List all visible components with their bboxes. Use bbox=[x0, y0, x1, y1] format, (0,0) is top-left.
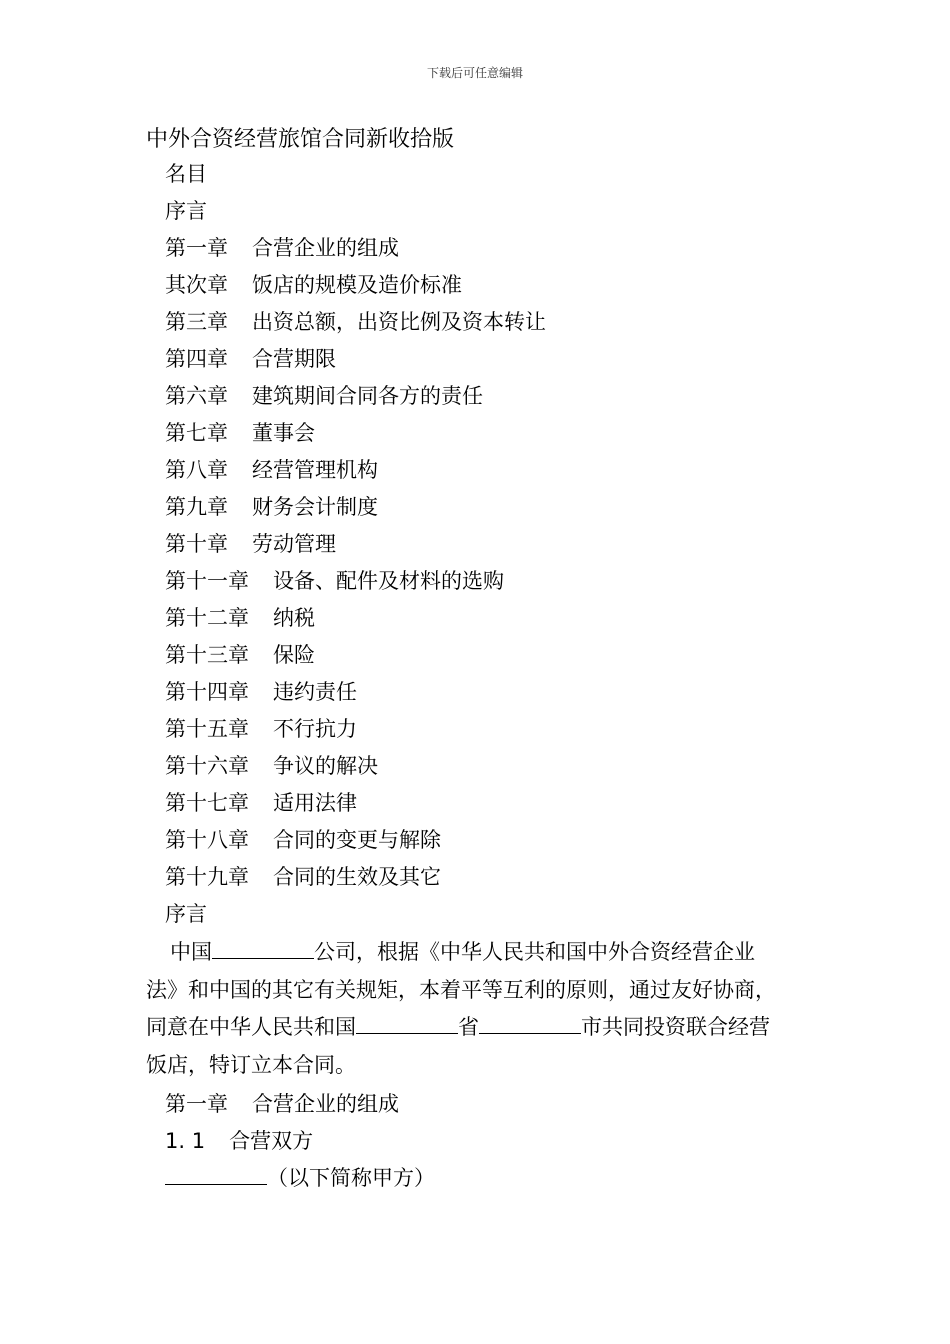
toc-item-number: 序言 bbox=[165, 199, 207, 223]
toc-item bbox=[165, 641, 315, 669]
toc-item bbox=[165, 530, 336, 558]
document-title: 中外合资经营旅馆合同新收拾版 bbox=[146, 127, 455, 152]
toc-item-number: 第十九章 bbox=[165, 865, 249, 889]
preface-text: 中国 bbox=[170, 940, 212, 964]
toc-item bbox=[165, 493, 378, 521]
preface-text: 市共同投资联合经营 bbox=[581, 1015, 770, 1039]
preface-line bbox=[146, 934, 816, 972]
toc-item bbox=[165, 234, 399, 262]
toc-item-title: 合同的生效及其它 bbox=[273, 865, 441, 889]
section-heading bbox=[165, 1127, 313, 1155]
toc-item-title: 违约责任 bbox=[273, 680, 357, 704]
toc-item-number: 第八章 bbox=[165, 458, 228, 482]
toc-item-number: 第四章 bbox=[165, 347, 228, 371]
toc-item bbox=[165, 752, 378, 780]
chapter-title: 合营企业的组成 bbox=[252, 1092, 399, 1116]
preface-line: 法》和中国的其它有关规矩，本着平等互利的原则，通过友好协商， bbox=[146, 977, 776, 1002]
toc-item-number: 第三章 bbox=[165, 310, 228, 334]
toc-item-number: 第九章 bbox=[165, 495, 228, 519]
toc-item-number: 第十八章 bbox=[165, 828, 249, 852]
toc-item bbox=[165, 826, 441, 854]
toc-item-number: 第十四章 bbox=[165, 680, 249, 704]
blank-field bbox=[356, 1013, 458, 1034]
preface-text: 公司，根据《中华人民共和国中外合资经营企业 bbox=[314, 940, 755, 964]
toc-item-number: 第十五章 bbox=[165, 717, 249, 741]
chapter-heading bbox=[165, 1090, 399, 1118]
toc-item bbox=[165, 345, 336, 373]
toc-item-number: 第六章 bbox=[165, 384, 228, 408]
blank-field bbox=[212, 938, 314, 959]
toc-item-number: 第一章 bbox=[165, 236, 228, 260]
section-title: 合营双方 bbox=[229, 1129, 314, 1153]
toc-item bbox=[165, 715, 357, 743]
toc-item bbox=[165, 308, 546, 336]
toc-item-title: 合营企业的组成 bbox=[252, 236, 399, 260]
toc-item-title: 适用法律 bbox=[273, 791, 357, 815]
toc-item-number: 第十章 bbox=[165, 532, 228, 556]
toc-item bbox=[165, 863, 441, 891]
blank-field bbox=[165, 1164, 267, 1185]
toc-item bbox=[165, 197, 207, 225]
toc-label: 名目 bbox=[165, 162, 207, 186]
preface-text: 省 bbox=[458, 1015, 479, 1039]
toc-item-number: 第十一章 bbox=[165, 569, 249, 593]
chapter-number: 第一章 bbox=[165, 1092, 228, 1116]
header-note: 下载后可任意编辑 bbox=[426, 66, 523, 80]
party-a-line bbox=[165, 1164, 435, 1192]
toc-item-title: 劳动管理 bbox=[252, 532, 336, 556]
toc-item bbox=[165, 789, 357, 817]
toc-item bbox=[165, 567, 504, 595]
toc-item-title: 设备、配件及材料的选购 bbox=[273, 569, 504, 593]
toc-item-title: 合同的变更与解除 bbox=[273, 828, 441, 852]
toc-item-title: 经营管理机构 bbox=[252, 458, 378, 482]
toc-item bbox=[165, 604, 315, 632]
toc-item-title: 建筑期间合同各方的责任 bbox=[252, 384, 483, 408]
blank-field bbox=[479, 1013, 581, 1034]
toc-item bbox=[165, 271, 462, 299]
preface-text: 同意在中华人民共和国 bbox=[146, 1015, 356, 1039]
toc-item-title: 保险 bbox=[273, 643, 315, 667]
toc-item bbox=[165, 456, 378, 484]
toc-item-title: 合营期限 bbox=[252, 347, 336, 371]
toc-item-title: 饭店的规模及造价标准 bbox=[252, 273, 462, 297]
toc-item bbox=[165, 419, 315, 447]
toc-item-title: 不行抗力 bbox=[273, 717, 357, 741]
toc-item-number: 第十七章 bbox=[165, 791, 249, 815]
toc-item-title: 财务会计制度 bbox=[252, 495, 378, 519]
toc-item-number: 第七章 bbox=[165, 421, 228, 445]
toc-item-number: 其次章 bbox=[165, 273, 228, 297]
party-a-label: （以下简称甲方） bbox=[267, 1166, 435, 1190]
toc-item-number: 第十二章 bbox=[165, 606, 249, 630]
toc-item-title: 董事会 bbox=[252, 421, 315, 445]
preface-heading: 序言 bbox=[165, 902, 207, 926]
toc-item-title: 争议的解决 bbox=[273, 754, 378, 778]
preface-paragraph bbox=[146, 934, 816, 1084]
preface-line: 饭店，特订立本合同。 bbox=[146, 1052, 356, 1077]
preface-line bbox=[146, 1009, 816, 1047]
toc-item-title: 纳税 bbox=[273, 606, 315, 630]
section-number: 1. 1 bbox=[165, 1129, 206, 1153]
toc-item bbox=[165, 678, 357, 706]
toc-item-number: 第十三章 bbox=[165, 643, 249, 667]
toc-item bbox=[165, 382, 483, 410]
toc-item-number: 第十六章 bbox=[165, 754, 249, 778]
toc-item-title: 出资总额，出资比例及资本转让 bbox=[252, 310, 546, 334]
